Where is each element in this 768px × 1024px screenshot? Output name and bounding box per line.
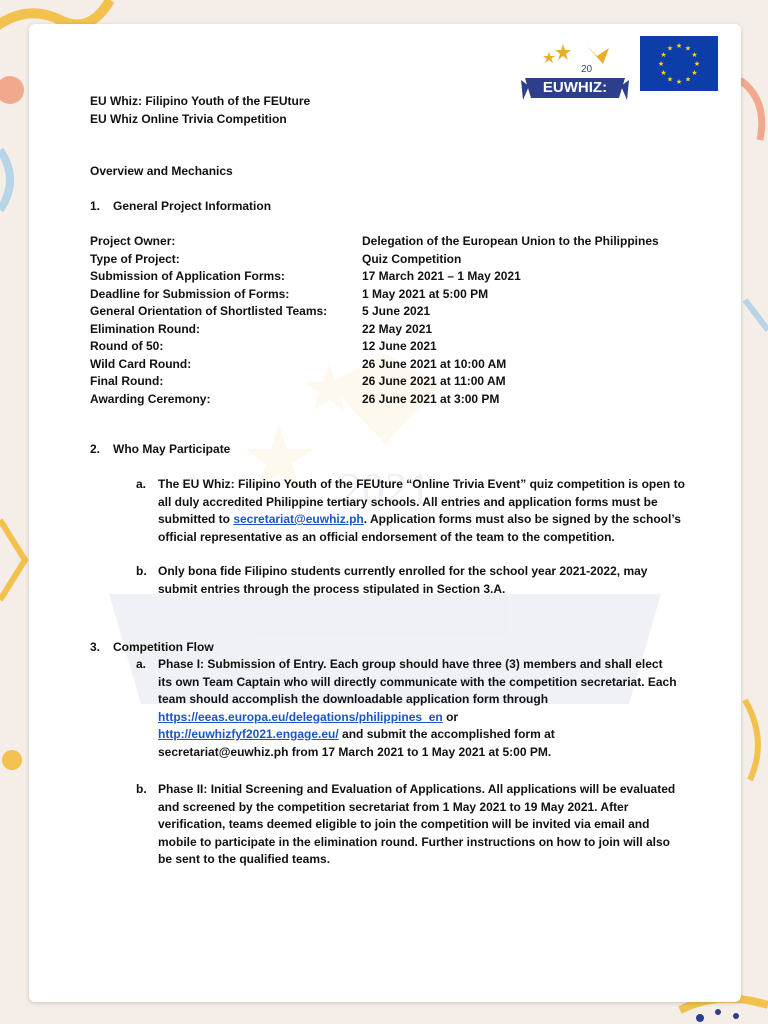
eu-stars-icon: [640, 36, 718, 91]
schedule-label: Type of Project:: [90, 251, 180, 266]
phase1-submit-text: and submit the accomplished form at: [338, 727, 555, 741]
section2-item-b: Only bona fide Filipino students currently enrolled for the school year 2021-2022, may submit entries through the process stipulated in Section 3.A.: [158, 564, 648, 596]
phase2-lead: Phase II: Initial Screening and Evaluation of Applications.: [158, 782, 485, 796]
svg-text:★: ★: [666, 44, 674, 53]
schedule-value: 17 March 2021 – 1 May 2021: [362, 269, 521, 283]
schedule-value: Delegation of the European Union to the Philippines: [362, 234, 659, 248]
section3-marker-b: b.: [136, 782, 147, 796]
svg-text:★: ★: [657, 60, 665, 68]
schedule-value: 26 June 2021 at 11:00 AM: [362, 374, 506, 388]
schedule-value: 12 June 2021: [362, 339, 437, 353]
section2-marker-a: a.: [136, 477, 147, 491]
svg-text:2021: 2021: [339, 463, 431, 514]
schedule-value: 26 June 2021 at 3:00 PM: [362, 391, 500, 406]
svg-text:★: ★: [660, 69, 667, 77]
schedule-value: 26 June 2021 at 10:00 AM: [362, 356, 507, 371]
schedule-label: Deadline for Submission of Forms:: [90, 286, 290, 301]
overview-heading: Overview and Mechanics: [90, 164, 233, 178]
eeas-link[interactable]: https://eeas.europa.eu/delegations/philippines_en: [158, 709, 443, 724]
svg-text:★: ★: [675, 42, 683, 50]
section2-a-text-end: . Application forms must also be signed by the school’s official representative as an official endorsement of the team to the competition.: [158, 512, 681, 544]
svg-text:★: ★: [691, 51, 698, 59]
schedule-table: [90, 233, 690, 413]
schedule-label: Submission of Application Forms:: [90, 269, 285, 283]
doc-subtitle: EU Whiz Online Trivia Competition: [90, 112, 287, 126]
section2-number: 2.: [90, 442, 101, 456]
euwhiz-logo: [519, 34, 631, 108]
svg-text:★: ★: [675, 78, 683, 86]
schedule-label: Awarding Ceremony:: [90, 391, 211, 406]
section3-number: 3.: [90, 640, 101, 654]
svg-text:★: ★: [660, 51, 667, 59]
phase1-or: or: [442, 709, 459, 724]
phase2-text: All applications will be evaluated and screened by the competition secretariat from 1 May 2021 to 19 May 2021. After verification, teams deemed eligible to join the competition will be invited via email and mobile to participate in the elimination round. Further instructions on how to join will also be sent to the qualified teams.: [158, 782, 676, 866]
section2-a-text: The EU Whiz: Filipino Youth of the FEUture “Online Trivia Event” quiz competition is open to all duly accredited Philippine tertiary schools. All entries and application forms must be submitted to: [158, 477, 685, 526]
svg-text:★: ★: [684, 75, 692, 84]
logo-text: EUWHIZ:: [542, 79, 608, 96]
section3-heading: Competition Flow: [113, 640, 214, 654]
schedule-label: Round of 50:: [90, 339, 164, 353]
schedule-value: Quiz Competition: [362, 251, 462, 266]
logo-year: 20: [581, 64, 593, 75]
secretariat-email-link[interactable]: secretariat@euwhiz.ph: [233, 512, 364, 526]
section1-number: 1.: [90, 199, 101, 213]
section1-heading: General Project Information: [113, 199, 272, 213]
doc-title: EU Whiz: Filipino Youth of the FEUture: [90, 94, 311, 108]
phase1-submit-email: secretariat@euwhiz.ph from 17 March 2021 to 1 May 2021 at 5:00 PM.: [158, 744, 552, 759]
svg-text:★: ★: [684, 44, 692, 53]
engage-link[interactable]: http://euwhizfyf2021.engage.eu/: [158, 727, 339, 741]
phase1-lead: Phase I: Submission of Entry.: [158, 657, 327, 671]
schedule-label: Elimination Round:: [90, 321, 200, 336]
svg-text:★: ★: [666, 75, 674, 84]
schedule-label: Project Owner:: [90, 234, 176, 248]
schedule-label: Wild Card Round:: [90, 356, 192, 371]
schedule-label: Final Round:: [90, 374, 164, 388]
schedule-value: 1 May 2021 at 5:00 PM: [362, 286, 489, 301]
section2-marker-b: b.: [136, 564, 147, 578]
schedule-value: 22 May 2021: [362, 321, 433, 336]
section3-item-a: [158, 656, 678, 761]
section3-item-b: [158, 781, 680, 869]
svg-text:★: ★: [693, 60, 701, 68]
section3-marker-a: a.: [136, 657, 147, 671]
section2-item-a: [158, 476, 686, 546]
section2-heading: Who May Participate: [113, 442, 231, 456]
schedule-label: General Orientation of Shortlisted Teams:: [90, 304, 328, 318]
eu-flag: [640, 36, 718, 91]
schedule-value: 5 June 2021: [362, 304, 431, 318]
phase1-text: Each group should have three (3) members and shall elect its own Team Captain who will directly communicate with the competition secretariat. Each team should accomplish the downloadable application form through: [158, 657, 677, 706]
document-page: [29, 24, 741, 1002]
svg-text:★: ★: [691, 69, 698, 77]
